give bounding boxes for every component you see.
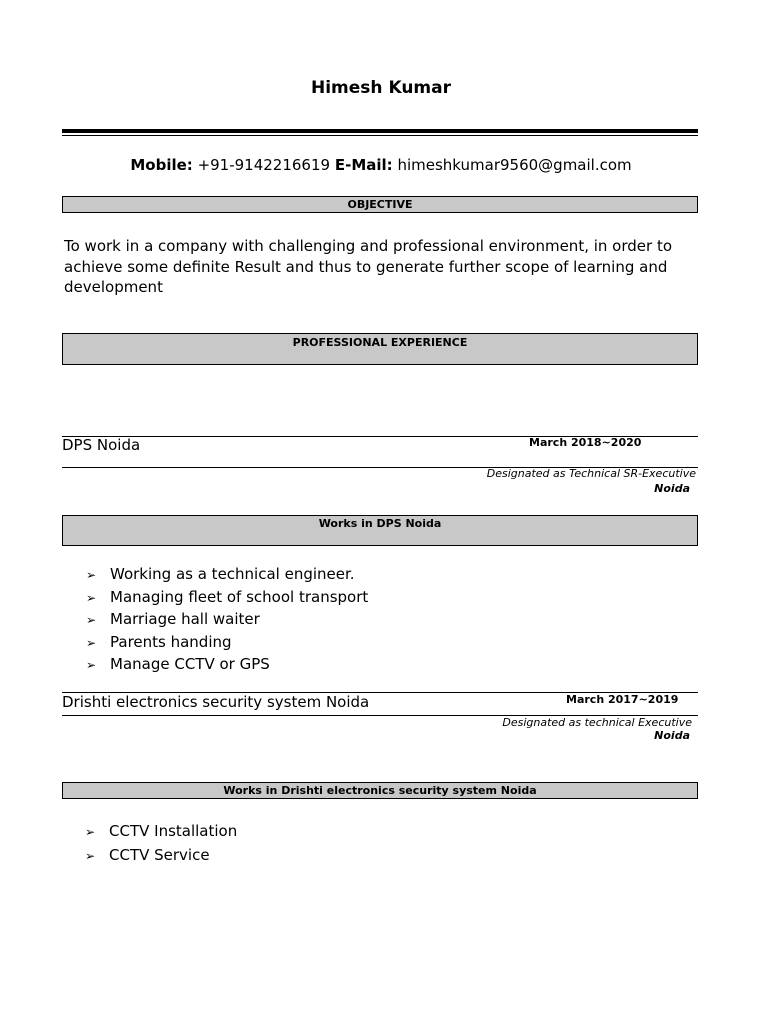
list-item: ➢ Manage CCTV or GPS bbox=[86, 653, 368, 676]
job2-company: Drishti electronics security system Noida bbox=[62, 693, 370, 711]
objective-heading: OBJECTIVE bbox=[62, 196, 698, 213]
job2-location: Noida bbox=[654, 729, 690, 742]
job2-duties-list bbox=[85, 819, 237, 867]
job2-designation: Designated as technical Executive bbox=[502, 716, 692, 729]
arrow-bullet-icon: ➢ bbox=[86, 658, 97, 672]
experience-heading: PROFESSIONAL EXPERIENCE bbox=[62, 333, 698, 365]
list-item: ➢ Marriage hall waiter bbox=[86, 608, 368, 631]
list-item: ➢ CCTV Installation bbox=[85, 819, 237, 843]
job1-company: DPS Noida bbox=[62, 436, 141, 454]
job2-dates: March 2017~2019 bbox=[566, 693, 679, 706]
list-item: ➢ Parents handing bbox=[86, 631, 368, 654]
arrow-bullet-icon: ➢ bbox=[86, 590, 97, 605]
email-label: E-Mail: bbox=[334, 156, 393, 174]
email-address: himeshkumar9560@gmail.com bbox=[397, 156, 632, 174]
job1-dates: March 2018~2020 bbox=[529, 436, 642, 449]
job1-works-heading: Works in DPS Noida bbox=[62, 515, 698, 546]
arrow-bullet-icon: ➢ bbox=[86, 613, 97, 627]
list-item: ➢ CCTV Service bbox=[85, 843, 237, 867]
candidate-name: Himesh Kumar bbox=[311, 78, 451, 98]
arrow-bullet-icon: ➢ bbox=[85, 825, 96, 839]
job2-works-heading: Works in Drishti electronics security system Noida bbox=[62, 782, 698, 799]
header-divider-thick bbox=[62, 129, 698, 133]
job1-location: Noida bbox=[654, 482, 690, 495]
objective-text: To work in a company with challenging and professional environment, in order to achieve some definite Result and thus to generate further scope of learning and development bbox=[64, 237, 672, 296]
arrow-bullet-icon: ➢ bbox=[86, 635, 97, 650]
list-item: ➢ Managing fleet of school transport bbox=[86, 586, 368, 609]
arrow-bullet-icon: ➢ bbox=[85, 849, 96, 863]
mobile-label: Mobile: bbox=[130, 156, 193, 174]
job1-duties-list bbox=[86, 563, 368, 676]
contact-line bbox=[0, 156, 762, 174]
job1-designation: Designated as Technical SR-Executive bbox=[486, 467, 696, 480]
header-divider-thin bbox=[62, 135, 698, 136]
mobile-number: +91-9142216619 bbox=[197, 156, 331, 174]
arrow-bullet-icon: ➢ bbox=[86, 568, 97, 582]
list-item: ➢ Working as a technical engineer. bbox=[86, 563, 368, 586]
